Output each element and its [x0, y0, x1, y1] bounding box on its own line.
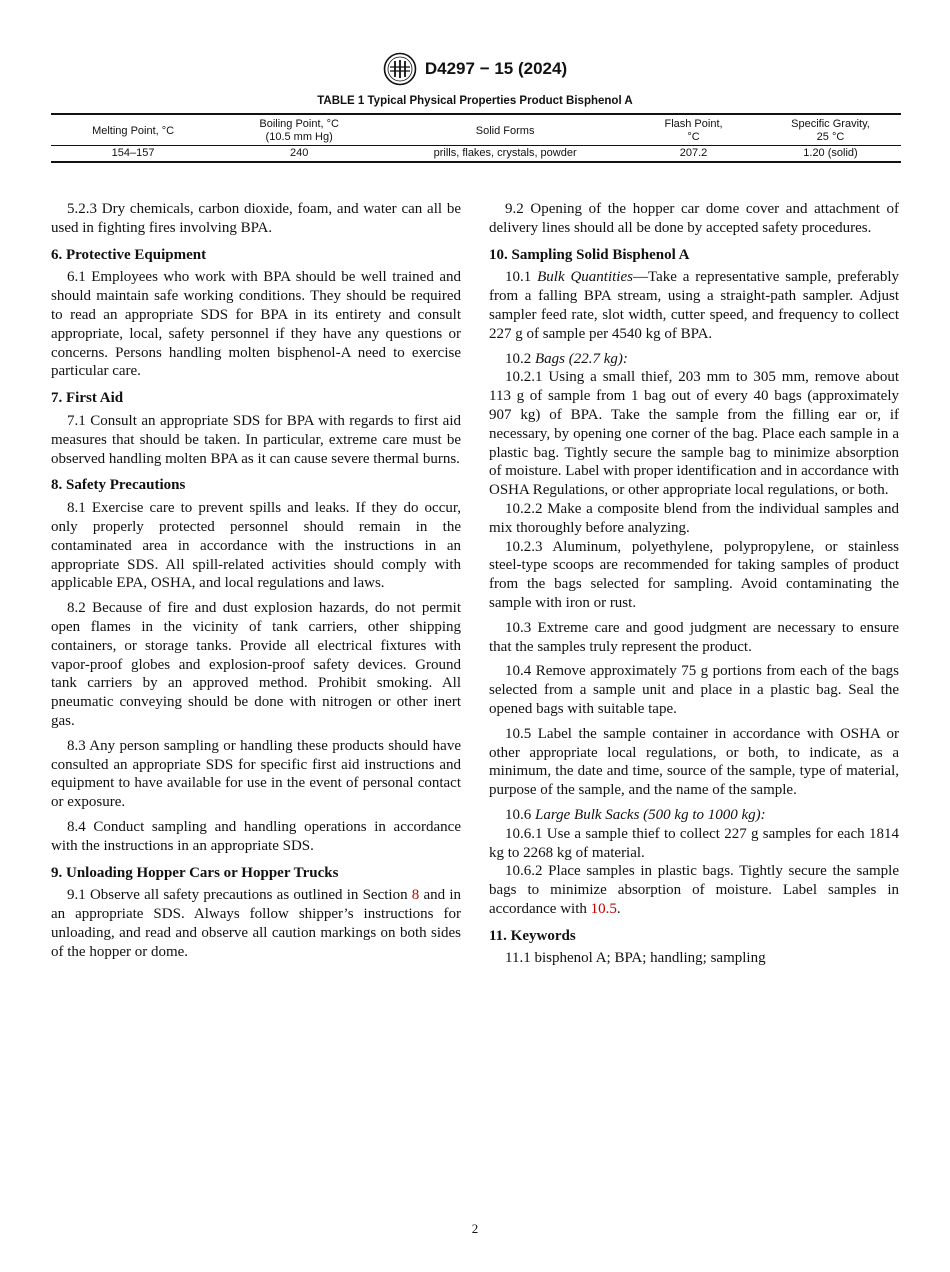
right-column — [489, 200, 899, 974]
paragraph-10-6-1: 10.6.1 Use a sample thief to collect 227 g samples for each 1814 kg to 2268 kg of material. — [489, 825, 899, 861]
paragraph-10-1: 10.1 Bulk Quantities—Take a representative sample, preferably from a falling BPA stream, using a straight-path sampler. Adjust sampler feed rate, slot width, cutter speed, and frequency to collect 227 g of sample per 4540 kg of BPA. — [489, 269, 900, 342]
section-9-heading: 9. Unloading Hopper Cars or Hopper Trucks — [51, 864, 339, 881]
paragraph-8-4: 8.4 Conduct sampling and handling operations in accordance with the instructions in an appropriate SDS. — [51, 818, 461, 854]
paragraph-10-2-2: 10.2.2 Make a composite blend from the individual samples and mix thoroughly before analyzing. — [489, 500, 899, 536]
header-flash-point: Flash Point, °C — [627, 114, 760, 146]
paragraph-10-5: 10.5 Label the sample container in accordance with OSHA or other appropriate local regulations, or both, to indicate, as a minimum, the date and time, source of the sample, type of material, purpose of the sample, and the name of the sample. — [489, 725, 899, 799]
paragraph-5-2-3: 5.2.3 Dry chemicals, carbon dioxide, foam, and water can all be used in fighting fires involving BPA. — [51, 201, 461, 236]
section-8-heading: 8. Safety Precautions — [51, 477, 186, 494]
paragraph-8-2: 8.2 Because of fire and dust explosion hazards, do not permit open flames in the vicinity of tank carriers, other shipping containers, or storage tanks. Provide all electrical fixtures with vapor-proof globes and explosion-proof safety devices. Ground tank carriers by an approved method. Prohibit smoking. All pneumatic conveying should be done with nitrogen or other inert gas. — [51, 600, 461, 729]
paragraph-10-2: 10.2 Bags (22.7 kg): — [505, 350, 628, 367]
section-7-heading: 7. First Aid — [51, 390, 124, 407]
paragraph-8-1: 8.1 Exercise care to prevent spills and leaks. If they do occur, only properly protected personnel should remain in the contaminated area in accordance with the instructions in an appropriate SDS. All spill-related activities should comply with applicable EPA, OSHA, and local regulations and laws. — [51, 500, 461, 592]
table-title: TABLE 1 Typical Physical Properties Product Bisphenol A — [317, 95, 633, 107]
paragraph-10-3: 10.3 Extreme care and good judgment are necessary to ensure that the samples truly represent the product. — [489, 619, 899, 655]
header-specific-gravity: Specific Gravity, 25 °C — [760, 114, 901, 146]
paragraph-10-4: 10.4 Remove approximately 75 g portions from each of the bags selected from a sample unit and place in a plastic bag. Seal the opened bags with suitable tape. — [489, 663, 899, 717]
table-header-row — [51, 114, 901, 146]
header-melting-point: Melting Point, °C — [51, 114, 215, 146]
cell-melting-point: 154–157 — [51, 146, 215, 163]
paragraph-11-1: 11.1 bisphenol A; BPA; handling; sampling — [505, 950, 766, 967]
cell-flash-point: 207.2 — [627, 146, 760, 163]
properties-table — [51, 113, 901, 163]
paragraph-7-1: 7.1 Consult an appropriate SDS for BPA with regards to first aid measures that should be taken. In particular, extreme care must be observed handling molten BPA as it can cause severe thermal burns. — [51, 412, 461, 467]
paragraph-6-1: 6.1 Employees who work with BPA should be well trained and should maintain safe working conditions. They should be required to read an appropriate SDS for BPA in its entirety and consult appropriate, local, safety personnel if they have any questions or concerns. Persons handling molten bisphenol-A need to exercise particular care. — [51, 269, 461, 380]
section-6-heading: 6. Protective Equipment — [51, 246, 207, 263]
page-header — [0, 52, 950, 86]
header-boiling-point: Boiling Point, °C (10.5 mm Hg) — [215, 114, 383, 146]
paragraph-10-2-1: 10.2.1 Using a small thief, 203 mm to 305 mm, remove about 113 g of sample from 1 bag out of every 40 bags (approximately 907 kg) of BPA. Take the sample from the filling ear or, if necessary, by opening one corner of the bag. Place each sample in a plastic bag. Tightly secure the sample bag to minimize absorption of moisture. Label with proper identification and in accordance with OSHA Regulations, or other appropriate local regulations, or both. — [489, 369, 899, 499]
section-11-heading: 11. Keywords — [489, 927, 576, 944]
paragraph-10-6-2: 10.6.2 Place samples in plastic bags. Tightly secure the sample bags to minimize absorption of moisture. Label samples in accordance with 10.5. — [489, 863, 899, 917]
paragraph-8-3: 8.3 Any person sampling or handling these products should have consulted an appropriate SDS for specific first aid instructions and equipment to have available for use in the event of personal contact or exposure. — [51, 737, 461, 811]
header-solid-forms: Solid Forms — [383, 114, 627, 146]
section-10-5-link[interactable]: 10.5 — [590, 900, 617, 917]
table-row — [51, 146, 901, 163]
section-8-link[interactable]: 8 — [411, 887, 420, 904]
page-number: 2 — [471, 1221, 479, 1236]
paragraph-9-1: 9.1 Observe all safety precautions as outlined in Section 8 and in an appropriate SDS. Always follow shipper’s instructions for unloading, and read and observe all caution markings on both sides of the hopper or dome. — [51, 887, 462, 960]
section-10-heading: 10. Sampling Solid Bisphenol A — [489, 246, 690, 263]
cell-solid-forms: prills, flakes, crystals, powder — [383, 146, 627, 163]
cell-boiling-point: 240 — [215, 146, 383, 163]
paragraph-9-2: 9.2 Opening of the hopper car dome cover and attachment of delivery lines should all be done by accepted safety procedures. — [489, 201, 899, 236]
cell-specific-gravity: 1.20 (solid) — [760, 146, 901, 163]
paragraph-10-2-3: 10.2.3 Aluminum, polyethylene, polypropylene, or stainless steel-type scoops are recommended for taking samples of product from the bags selected for sampling. Avoid contaminating the sample with iron or rust. — [489, 538, 899, 611]
document-id: D4297 − 15 (2024) — [424, 59, 568, 78]
paragraph-10-6: 10.6 Large Bulk Sacks (500 kg to 1000 kg): — [505, 806, 766, 823]
astm-logo-icon — [383, 52, 417, 86]
left-column — [51, 200, 461, 967]
